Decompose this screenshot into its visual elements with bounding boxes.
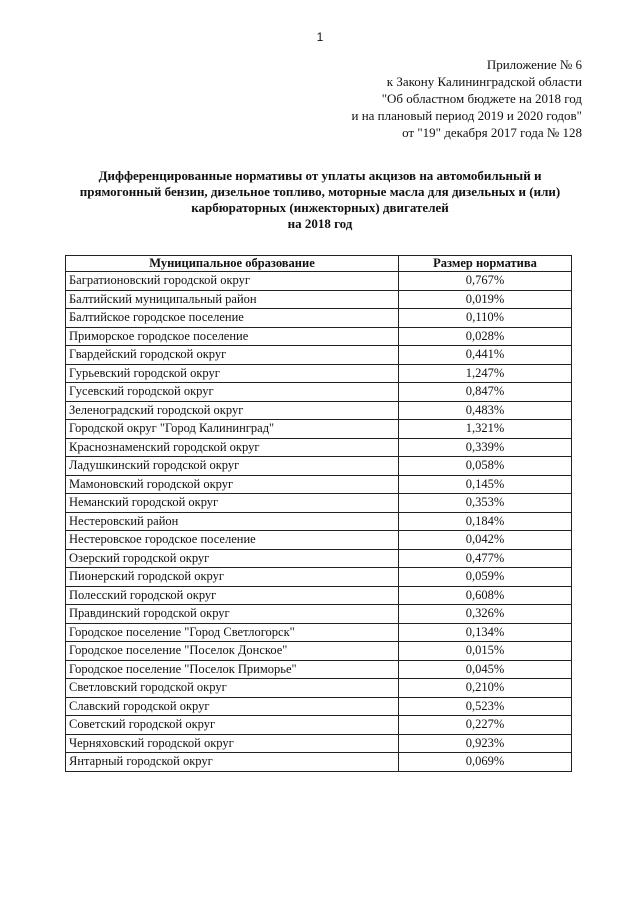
municipality-cell: Гвардейский городской округ bbox=[66, 346, 399, 365]
rate-cell: 0,019% bbox=[399, 290, 572, 309]
table-row bbox=[66, 512, 572, 531]
table-row bbox=[66, 327, 572, 346]
rate-cell: 0,847% bbox=[399, 383, 572, 402]
table-row bbox=[66, 697, 572, 716]
rate-cell: 0,477% bbox=[399, 549, 572, 568]
rate-cell: 0,059% bbox=[399, 568, 572, 587]
title-line: карбюраторных (инжекторных) двигателей bbox=[191, 200, 449, 215]
table-row bbox=[66, 679, 572, 698]
rate-cell: 1,247% bbox=[399, 364, 572, 383]
table-row bbox=[66, 568, 572, 587]
table-row bbox=[66, 346, 572, 365]
municipality-cell: Приморское городское поселение bbox=[66, 327, 399, 346]
table-row bbox=[66, 272, 572, 291]
municipality-cell: Балтийское городское поселение bbox=[66, 309, 399, 328]
table-row bbox=[66, 642, 572, 661]
municipality-cell: Ладушкинский городской округ bbox=[66, 457, 399, 476]
rate-cell: 0,045% bbox=[399, 660, 572, 679]
municipality-cell: Мамоновский городской округ bbox=[66, 475, 399, 494]
municipality-cell: Гусевский городской округ bbox=[66, 383, 399, 402]
table-row bbox=[66, 531, 572, 550]
column-header-rate: Размер норматива bbox=[399, 256, 572, 272]
rate-cell: 0,145% bbox=[399, 475, 572, 494]
municipality-cell: Озерский городской округ bbox=[66, 549, 399, 568]
table-row bbox=[66, 660, 572, 679]
municipality-cell: Янтарный городской округ bbox=[66, 753, 399, 772]
table-row bbox=[66, 549, 572, 568]
rate-cell: 0,767% bbox=[399, 272, 572, 291]
municipality-cell: Гурьевский городской округ bbox=[66, 364, 399, 383]
rate-cell: 0,015% bbox=[399, 642, 572, 661]
document-title bbox=[60, 168, 580, 232]
municipality-cell: Светловский городской округ bbox=[66, 679, 399, 698]
rate-cell: 0,134% bbox=[399, 623, 572, 642]
appendix-line: от "19" декабря 2017 года № 128 bbox=[402, 125, 582, 140]
rate-cell: 0,028% bbox=[399, 327, 572, 346]
rate-cell: 0,058% bbox=[399, 457, 572, 476]
rate-cell: 0,441% bbox=[399, 346, 572, 365]
table-row bbox=[66, 383, 572, 402]
appendix-line: и на плановый период 2019 и 2020 годов" bbox=[351, 108, 582, 123]
rate-cell: 0,608% bbox=[399, 586, 572, 605]
rate-cell: 0,184% bbox=[399, 512, 572, 531]
table-row bbox=[66, 475, 572, 494]
table-row bbox=[66, 401, 572, 420]
table-row bbox=[66, 494, 572, 513]
table-row bbox=[66, 364, 572, 383]
rate-cell: 0,110% bbox=[399, 309, 572, 328]
municipality-cell: Багратионовский городской округ bbox=[66, 272, 399, 291]
municipality-cell: Советский городской округ bbox=[66, 716, 399, 735]
rate-cell: 1,321% bbox=[399, 420, 572, 439]
municipality-cell: Городской округ "Город Калининград" bbox=[66, 420, 399, 439]
municipality-cell: Краснознаменский городской округ bbox=[66, 438, 399, 457]
municipality-cell: Городское поселение "Поселок Приморье" bbox=[66, 660, 399, 679]
table-row bbox=[66, 420, 572, 439]
municipality-cell: Полесский городской округ bbox=[66, 586, 399, 605]
municipality-cell: Славский городской округ bbox=[66, 697, 399, 716]
table-header-row bbox=[66, 256, 572, 272]
municipality-cell: Нестеровское городское поселение bbox=[66, 531, 399, 550]
appendix-line: Приложение № 6 bbox=[486, 57, 582, 72]
rate-cell: 0,069% bbox=[399, 753, 572, 772]
table-row bbox=[66, 623, 572, 642]
table-row bbox=[66, 438, 572, 457]
appendix-line: "Об областном бюджете на 2018 год bbox=[381, 91, 582, 106]
rate-cell: 0,227% bbox=[399, 716, 572, 735]
municipality-cell: Правдинский городской округ bbox=[66, 605, 399, 624]
table-row bbox=[66, 290, 572, 309]
table-row bbox=[66, 605, 572, 624]
table-row bbox=[66, 586, 572, 605]
rate-cell: 0,483% bbox=[399, 401, 572, 420]
rate-cell: 0,042% bbox=[399, 531, 572, 550]
municipality-cell: Городское поселение "Город Светлогорск" bbox=[66, 623, 399, 642]
municipality-cell: Нестеровский район bbox=[66, 512, 399, 531]
appendix-header bbox=[351, 56, 582, 141]
table-row bbox=[66, 753, 572, 772]
municipality-cell: Городское поселение "Поселок Донское" bbox=[66, 642, 399, 661]
title-line: Дифференцированные нормативы от уплаты акцизов на автомобильный и bbox=[98, 168, 542, 183]
municipality-cell: Неманский городской округ bbox=[66, 494, 399, 513]
municipality-cell: Зеленоградский городской округ bbox=[66, 401, 399, 420]
municipality-cell: Черняховский городской округ bbox=[66, 734, 399, 753]
rate-cell: 0,353% bbox=[399, 494, 572, 513]
rate-cell: 0,210% bbox=[399, 679, 572, 698]
rate-cell: 0,923% bbox=[399, 734, 572, 753]
table-row bbox=[66, 734, 572, 753]
table-row bbox=[66, 309, 572, 328]
table-row bbox=[66, 716, 572, 735]
title-line: на 2018 год bbox=[287, 216, 353, 231]
rate-cell: 0,339% bbox=[399, 438, 572, 457]
title-line: прямогонный бензин, дизельное топливо, моторные масла для дизельных и (или) bbox=[79, 184, 561, 199]
municipality-cell: Балтийский муниципальный район bbox=[66, 290, 399, 309]
column-header-municipality: Муниципальное образование bbox=[66, 256, 399, 272]
appendix-line: к Закону Калининградской области bbox=[386, 74, 582, 89]
table-row bbox=[66, 457, 572, 476]
table-body bbox=[66, 272, 572, 772]
municipality-cell: Пионерский городской округ bbox=[66, 568, 399, 587]
rate-cell: 0,523% bbox=[399, 697, 572, 716]
normatives-table bbox=[65, 255, 572, 772]
rate-cell: 0,326% bbox=[399, 605, 572, 624]
page-number: 1 bbox=[316, 30, 324, 44]
